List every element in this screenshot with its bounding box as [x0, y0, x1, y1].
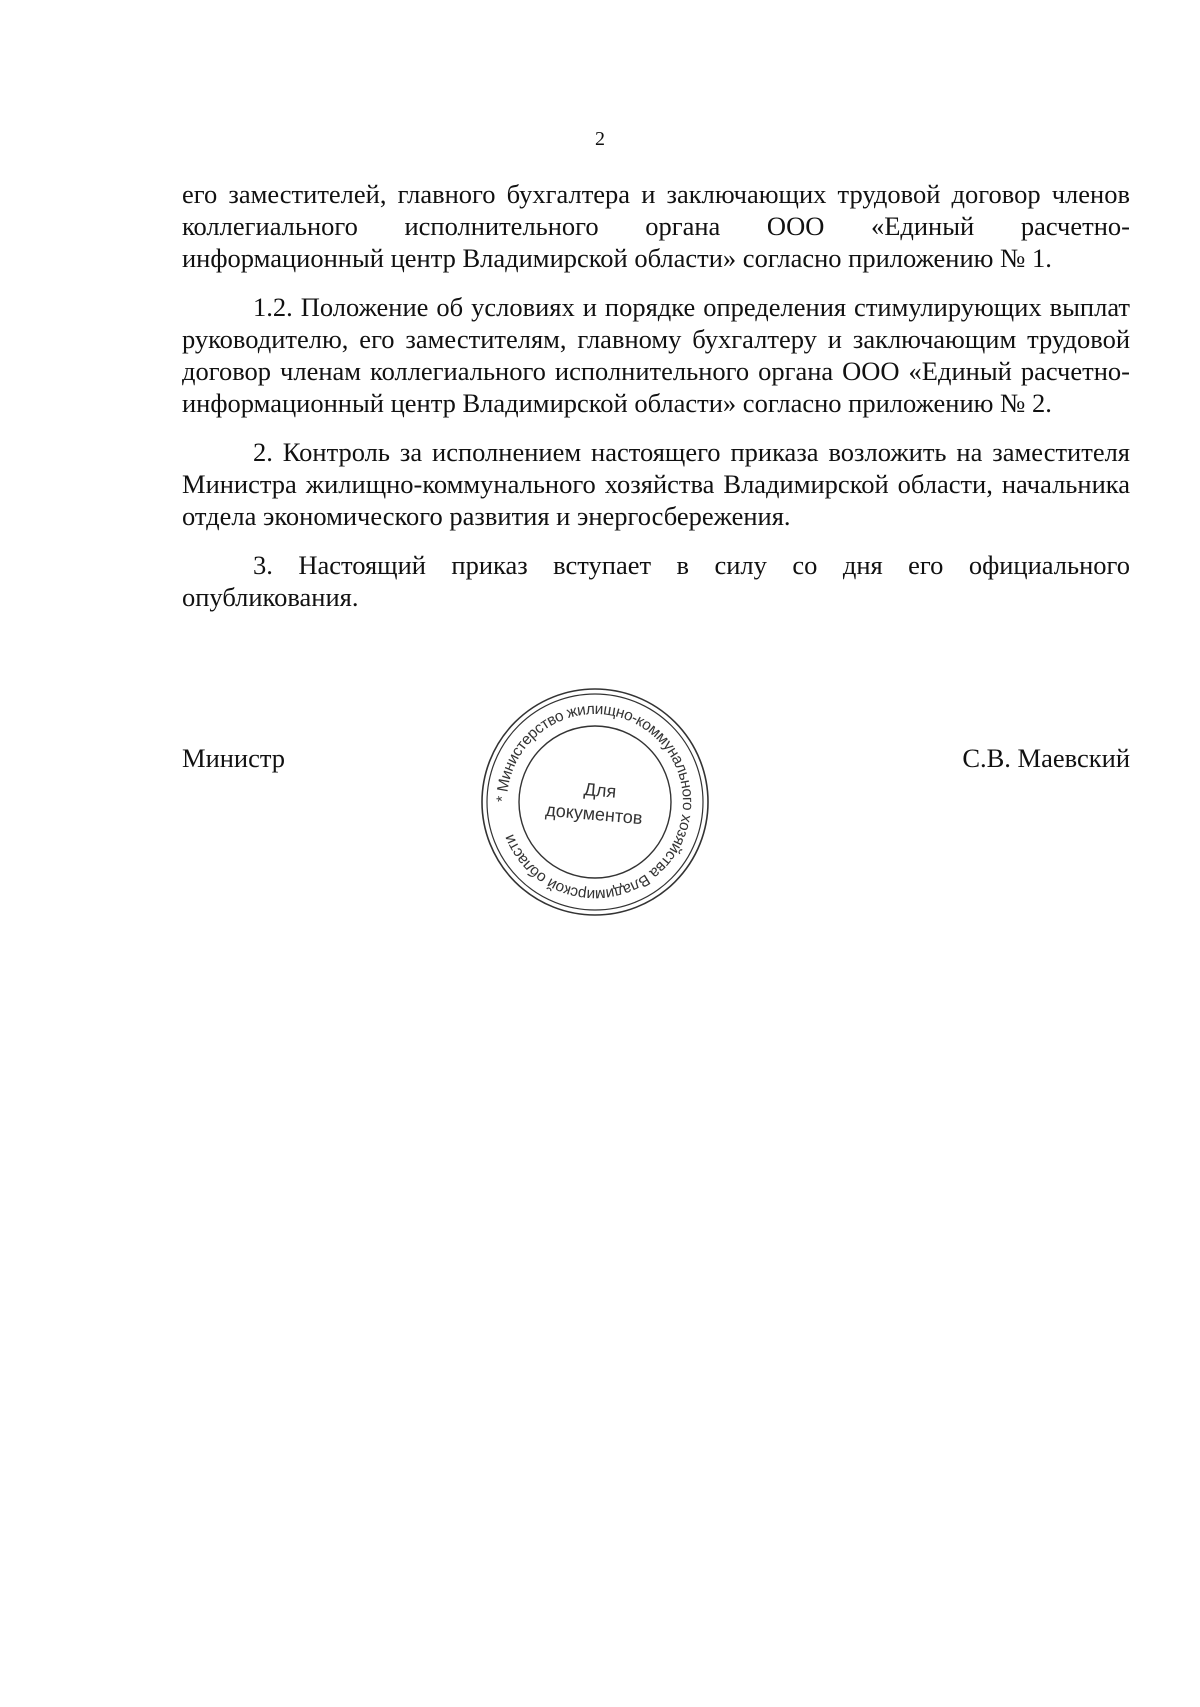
document-body: [182, 178, 1130, 630]
paragraph-1-2: 1.2. Положение об условиях и порядке определения стимулирующих выплат руководителю, его заместителям, главному бухгалтеру и заключающим трудовой договор членам коллегиального исполнительного органа ООО «Единый расчетно-информационный центр Владимирской области» согласно приложению № 2.: [182, 292, 1130, 418]
paragraph-3: 3. Настоящий приказ вступает в силу со дня его официального опубликования.: [182, 550, 1130, 612]
seal-outer-ring: [482, 689, 708, 915]
seal-center-line2: документов: [544, 799, 644, 829]
signatory-position: Министр: [182, 743, 286, 773]
seal-inner-ring: [519, 726, 671, 878]
official-seal: [479, 686, 711, 918]
page-number: 2: [595, 128, 605, 150]
paragraph-continuation: его заместителей, главного бухгалтера и заключающих трудовой договор членов коллегиального исполнительного органа ООО «Единый расчетно-информационный центр Владимирской области» согласно приложению № 1.: [182, 179, 1130, 273]
seal-ring-text: [494, 701, 696, 903]
seal-center-line1: Для: [582, 779, 618, 802]
signatory-name: С.В. Маевский: [962, 743, 1130, 773]
seal-ring-label: Министерство жилищно-коммунального хозяйства Владимирской области: [494, 700, 697, 904]
seal-graphic: [479, 686, 711, 918]
paragraph-2: 2. Контроль за исполнением настоящего приказа возложить на заместителя Министра жилищно-коммунального хозяйства Владимирской области, начальника отдела экономического развития и энергосбережения.: [182, 437, 1130, 531]
seal-separator: *: [493, 795, 512, 803]
